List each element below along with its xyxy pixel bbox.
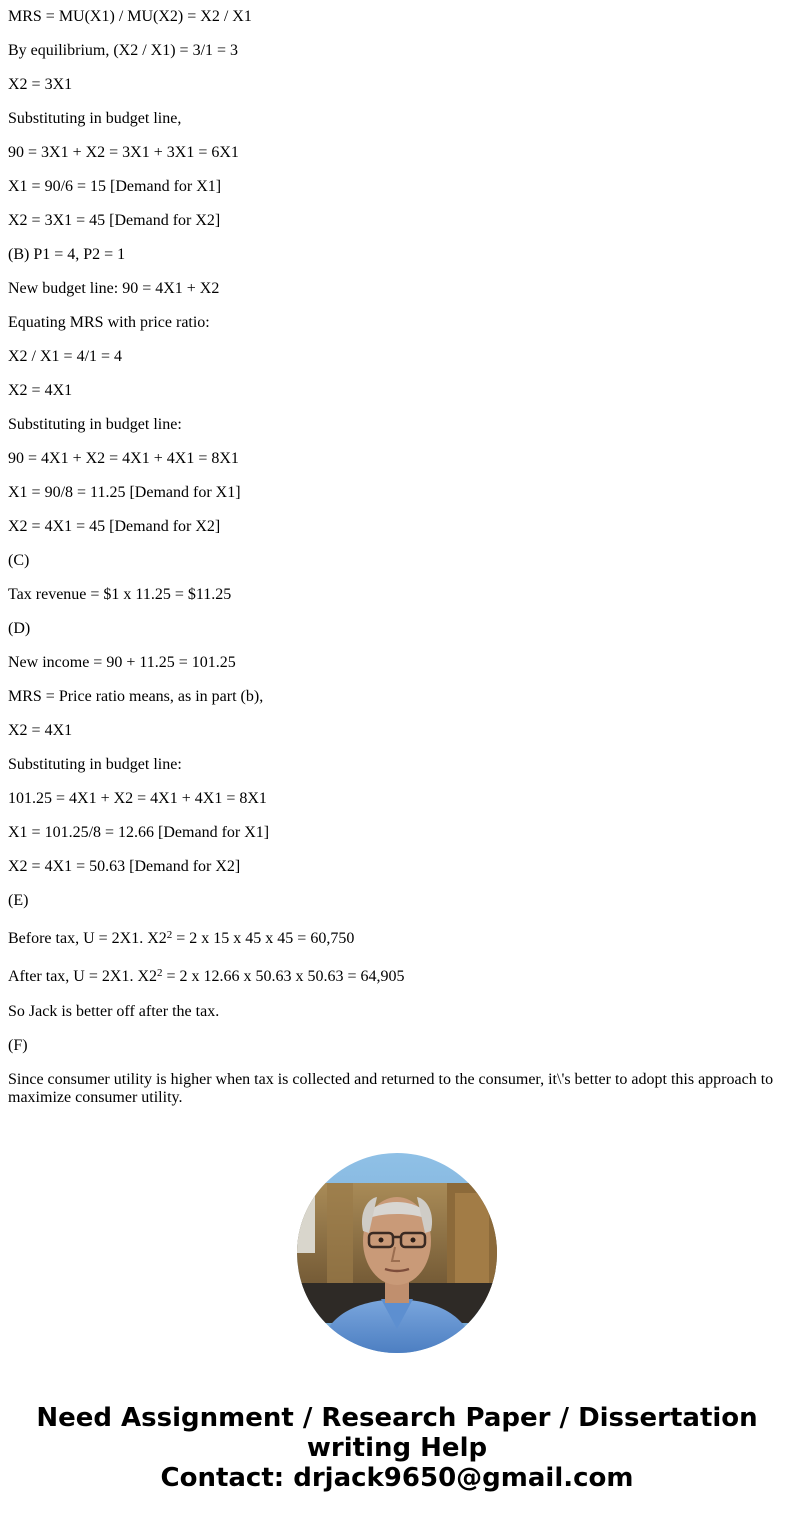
text-line: X2 = 4X1 — [8, 722, 73, 739]
text-line: X2 = 4X1 = 50.63 [Demand for X2] — [8, 858, 241, 875]
part-f-heading: (F) — [8, 1037, 28, 1054]
contact-line: Contact: drjack9650@gmail.com — [160, 1463, 634, 1493]
text-line: (C) — [8, 552, 30, 569]
text-line: New budget line: 90 = 4X1 + X2 — [8, 280, 220, 297]
better-off-statement: So Jack is better off after the tax. — [8, 1003, 220, 1020]
text-line: X2 = 3X1 = 45 [Demand for X2] — [8, 212, 221, 229]
text-line: X2 = 3X1 — [8, 76, 73, 93]
text-line: X2 = 4X1 — [8, 382, 73, 399]
text-line: X2 / X1 = 4/1 = 4 — [8, 348, 123, 365]
promo-line: Need Assignment / Research Paper / Dissertation — [36, 1403, 758, 1433]
text-line: Substituting in budget line: — [8, 756, 182, 773]
text-line: (B) P1 = 4, P2 = 1 — [8, 246, 126, 263]
before-tax-text: Before tax, U = 2X1. X2 — [8, 930, 167, 947]
text-line: 90 = 3X1 + X2 = 3X1 + 3X1 = 6X1 — [8, 144, 239, 161]
before-tax-value: = 2 x 15 x 45 x 45 = 60,750 — [172, 930, 355, 947]
promo-footer — [0, 1403, 794, 1493]
after-tax-value: = 2 x 12.66 x 50.63 x 50.63 = 64,905 — [162, 968, 405, 985]
author-photo — [297, 1153, 497, 1353]
after-tax-text: After tax, U = 2X1. X2 — [8, 968, 157, 985]
text-line: X2 = 4X1 = 45 [Demand for X2] — [8, 518, 221, 535]
text-line: New income = 90 + 11.25 = 101.25 — [8, 654, 236, 671]
conclusion-paragraph: Since consumer utility is higher when tax is collected and returned to the consumer, it\'s better to adopt this approach to maximize consumer utility. — [8, 1071, 774, 1106]
text-line: 90 = 4X1 + X2 = 4X1 + 4X1 = 8X1 — [8, 450, 239, 467]
exponent: 2 — [157, 967, 163, 979]
text-line: (E) — [8, 892, 29, 909]
text-line: (D) — [8, 620, 31, 637]
text-line: 101.25 = 4X1 + X2 = 4X1 + 4X1 = 8X1 — [8, 790, 267, 807]
text-line: Substituting in budget line, — [8, 110, 182, 127]
text-line: Substituting in budget line: — [8, 416, 182, 433]
text-line: MRS = Price ratio means, as in part (b), — [8, 688, 264, 705]
exponent: 2 — [166, 929, 173, 941]
text-line: X1 = 90/8 = 11.25 [Demand for X1] — [8, 484, 241, 501]
before-tax-utility — [8, 930, 354, 948]
author-avatar — [297, 1153, 497, 1353]
text-line: Equating MRS with price ratio: — [8, 314, 210, 331]
text-line: Tax revenue = $1 x 11.25 = $11.25 — [8, 586, 232, 603]
promo-line: writing Help — [306, 1433, 488, 1463]
text-line: By equilibrium, (X2 / X1) = 3/1 = 3 — [8, 42, 239, 59]
text-line: X1 = 101.25/8 = 12.66 [Demand for X1] — [8, 824, 270, 841]
after-tax-utility — [8, 968, 405, 986]
text-line: MRS = MU(X1) / MU(X2) = X2 / X1 — [8, 8, 252, 25]
text-line: X1 = 90/6 = 15 [Demand for X1] — [8, 178, 222, 195]
